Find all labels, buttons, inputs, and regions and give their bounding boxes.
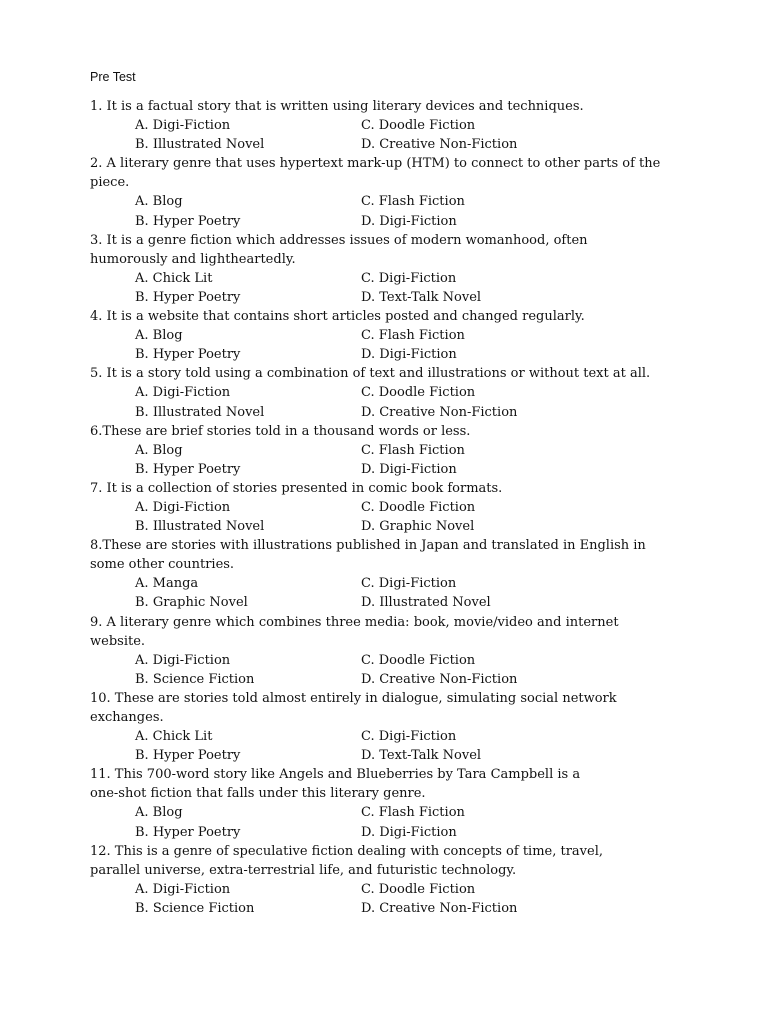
- question-stem-line: 10. These are stories told almost entirely in dialogue, simulating social network: [90, 690, 617, 706]
- question-stem-line: 12. This is a genre of speculative fiction dealing with concepts of time, travel,: [90, 843, 603, 859]
- answer-option: A. Digi-Fiction: [135, 118, 231, 134]
- answer-option: D. Graphic Novel: [361, 519, 475, 535]
- answer-option: B. Science Fiction: [135, 900, 255, 916]
- answer-option: D. Digi-Fiction: [361, 824, 457, 840]
- page-heading: Pre Test: [90, 70, 136, 84]
- question-stem-line: 4. It is a website that contains short articles posted and changed regularly.: [90, 309, 585, 325]
- answer-option: C. Flash Fiction: [361, 805, 465, 821]
- option-row: [90, 441, 690, 460]
- answer-option: A. Blog: [135, 328, 183, 344]
- answer-option: C. Flash Fiction: [361, 328, 465, 344]
- option-row: [90, 269, 690, 288]
- option-row: [90, 135, 690, 154]
- question-stem-line: humorously and lightheartedly.: [90, 251, 296, 267]
- answer-option: D. Creative Non-Fiction: [361, 404, 518, 420]
- option-row: [90, 574, 690, 593]
- answer-option: B. Hyper Poetry: [135, 461, 241, 477]
- question-6: [90, 422, 690, 479]
- question-10: [90, 689, 690, 765]
- answer-option: A. Digi-Fiction: [135, 499, 231, 515]
- option-row: [90, 212, 690, 231]
- answer-option: C. Flash Fiction: [361, 194, 465, 210]
- answer-option: D. Creative Non-Fiction: [361, 900, 518, 916]
- answer-option: D. Creative Non-Fiction: [361, 137, 518, 153]
- question-stem-line: 1. It is a factual story that is written using literary devices and techniques.: [90, 99, 584, 114]
- question-stem-line: exchanges.: [90, 710, 164, 725]
- answer-option: C. Doodle Fiction: [361, 385, 476, 401]
- answer-option: D. Illustrated Novel: [361, 595, 491, 611]
- answer-option: C. Doodle Fiction: [361, 499, 476, 515]
- answer-option: C. Doodle Fiction: [361, 118, 476, 134]
- option-row: [90, 383, 690, 402]
- question-9: [90, 613, 690, 689]
- question-stem-line: 6.These are brief stories told in a thousand words or less.: [90, 423, 471, 439]
- answer-option: D. Digi-Fiction: [361, 213, 457, 229]
- option-row: [90, 670, 690, 689]
- answer-option: A. Blog: [135, 805, 183, 821]
- option-row: [90, 823, 690, 842]
- option-row: [90, 880, 690, 899]
- answer-option: D. Digi-Fiction: [361, 347, 457, 363]
- answer-option: B. Hyper Poetry: [135, 748, 241, 764]
- question-stem-line: one-shot fiction that falls under this literary genre.: [90, 786, 426, 802]
- answer-option: B. Illustrated Novel: [135, 404, 265, 420]
- question-list: [90, 97, 690, 918]
- question-11: [90, 765, 690, 841]
- question-7: [90, 479, 690, 536]
- option-row: [90, 460, 690, 479]
- option-row: [90, 192, 690, 211]
- answer-option: B. Graphic Novel: [135, 595, 248, 611]
- question-stem-line: parallel universe, extra-terrestrial life, and futuristic technology.: [90, 862, 517, 878]
- option-row: [90, 803, 690, 822]
- question-1: [90, 97, 690, 154]
- option-row: [90, 651, 690, 670]
- answer-option: B. Hyper Poetry: [135, 347, 241, 363]
- answer-option: A. Blog: [135, 194, 183, 210]
- question-stem-line: 3. It is a genre fiction which addresses issues of modern womanhood, often: [90, 232, 588, 248]
- question-3: [90, 231, 690, 307]
- option-row: [90, 593, 690, 612]
- answer-option: B. Illustrated Novel: [135, 137, 265, 153]
- answer-option: A. Chick Lit: [135, 729, 213, 745]
- answer-option: A. Manga: [135, 576, 199, 592]
- question-stem-line: 2. A literary genre that uses hypertext mark-up (HTM) to connect to other parts of the: [90, 156, 661, 172]
- question-stem-line: 7. It is a collection of stories presented in comic book formats.: [90, 480, 503, 496]
- answer-option: A. Chick Lit: [135, 270, 213, 286]
- answer-option: B. Science Fiction: [135, 671, 255, 687]
- option-row: [90, 403, 690, 422]
- answer-option: D. Creative Non-Fiction: [361, 671, 518, 687]
- answer-option: A. Blog: [135, 442, 183, 458]
- answer-option: D. Text-Talk Novel: [361, 748, 482, 764]
- answer-option: B. Illustrated Novel: [135, 519, 265, 535]
- option-row: [90, 746, 690, 765]
- answer-option: C. Doodle Fiction: [361, 881, 476, 897]
- answer-option: A. Digi-Fiction: [135, 385, 231, 401]
- option-row: [90, 498, 690, 517]
- option-row: [90, 326, 690, 345]
- question-stem-line: 5. It is a story told using a combination of text and illustrations or without text at all.: [90, 366, 651, 382]
- question-stem-line: some other countries.: [90, 557, 235, 573]
- answer-option: C. Digi-Fiction: [361, 270, 457, 286]
- question-12: [90, 842, 690, 918]
- question-stem-line: 8.These are stories with illustrations published in Japan and translated in English in: [90, 538, 646, 554]
- option-row: [90, 288, 690, 307]
- question-2: [90, 154, 690, 230]
- answer-option: C. Doodle Fiction: [361, 652, 476, 668]
- option-row: [90, 727, 690, 746]
- question-stem-line: website.: [90, 633, 146, 649]
- answer-option: C. Digi-Fiction: [361, 729, 457, 745]
- question-4: [90, 307, 690, 364]
- question-stem-line: piece.: [90, 175, 130, 191]
- option-row: [90, 899, 690, 918]
- answer-option: B. Hyper Poetry: [135, 824, 241, 840]
- option-row: [90, 116, 690, 135]
- question-8: [90, 536, 690, 612]
- question-5: [90, 364, 690, 421]
- answer-option: B. Hyper Poetry: [135, 213, 241, 229]
- answer-option: C. Flash Fiction: [361, 442, 465, 458]
- question-stem-line: 9. A literary genre which combines three media: book, movie/video and internet: [90, 614, 619, 630]
- answer-option: B. Hyper Poetry: [135, 289, 241, 305]
- answer-option: D. Digi-Fiction: [361, 461, 457, 477]
- answer-option: A. Digi-Fiction: [135, 881, 231, 897]
- answer-option: C. Digi-Fiction: [361, 576, 457, 592]
- option-row: [90, 517, 690, 536]
- answer-option: D. Text-Talk Novel: [361, 289, 482, 305]
- answer-option: A. Digi-Fiction: [135, 652, 231, 668]
- question-stem-line: 11. This 700-word story like Angels and Blueberries by Tara Campbell is a: [90, 767, 581, 783]
- option-row: [90, 345, 690, 364]
